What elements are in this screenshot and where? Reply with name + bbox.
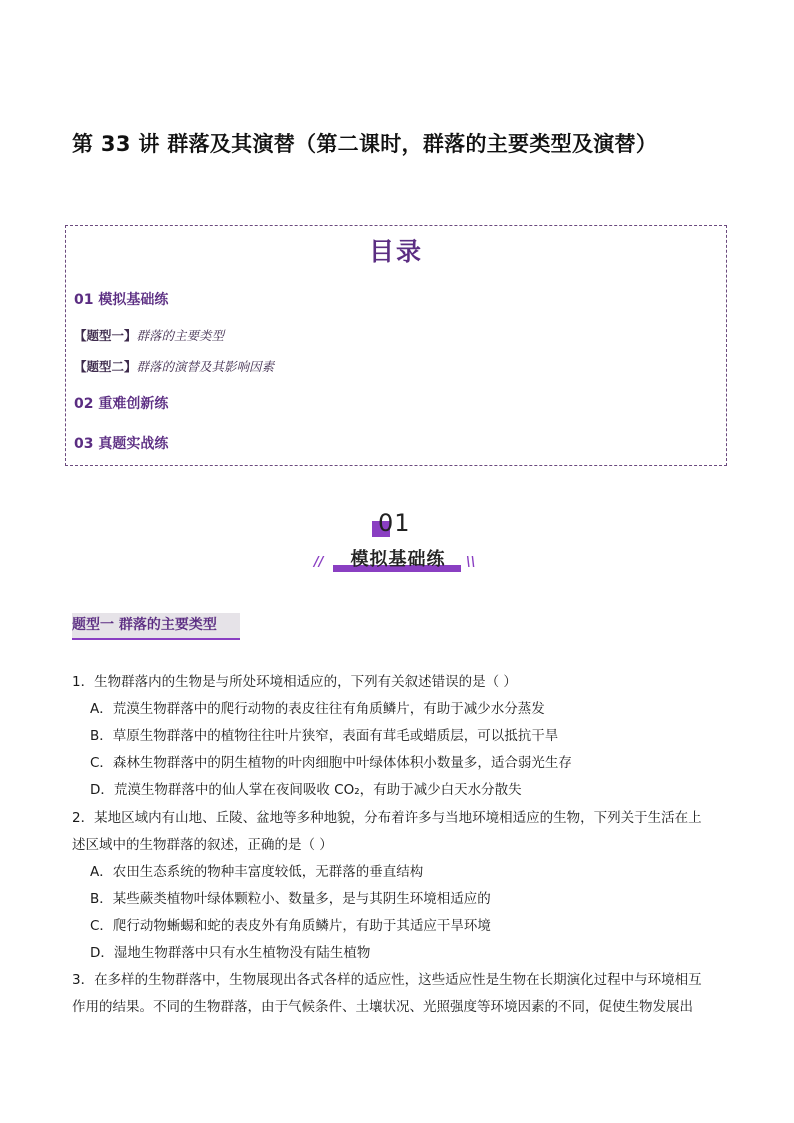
- toc-subitem-text: 群落的演替及其影响因素: [136, 359, 275, 374]
- question-1-option-c: C．森林生物群落中的阴生植物的叶肉细胞中叶绿体体积小数量多，适合弱光生存: [90, 755, 572, 771]
- toc-subitem-bracket: 【题型一】: [74, 328, 137, 343]
- question-1-option-b: B．草原生物群落中的植物往往叶片狭窄，表面有茸毛或蜡质层，可以抵抗干旱: [90, 728, 559, 744]
- left-slash-decoration: //: [314, 555, 324, 570]
- question-type-heading: 题型一 群落的主要类型: [72, 613, 240, 640]
- toc-subitem-1[interactable]: [74, 326, 224, 344]
- question-1-stem: 1．生物群落内的生物是与所处环境相适应的，下列有关叙述错误的是（ ）: [72, 674, 517, 690]
- toc-section-3[interactable]: 03 真题实战练: [74, 436, 169, 452]
- section-name: 模拟基础练: [350, 549, 446, 570]
- toc-subitem-text: 群落的主要类型: [136, 328, 225, 343]
- question-2-option-d: D．湿地生物群落中只有水生植物没有陆生植物: [90, 945, 371, 961]
- question-2-stem-line-2: 述区域中的生物群落的叙述，正确的是（ ）: [72, 837, 333, 853]
- question-1-option-a: A．荒漠生物群落中的爬行动物的表皮往往有角质鳞片，有助于减少水分蒸发: [90, 701, 545, 717]
- question-2-option-b: B．某些蕨类植物叶绿体颗粒小、数量多，是与其阴生环境相适应的: [90, 891, 491, 907]
- question-3-stem-line-1: 3．在多样的生物群落中，生物展现出各式各样的适应性，这些适应性是生物在长期演化过程中与环境相互: [72, 972, 702, 988]
- question-3-stem-line-2: 作用的结果。不同的生物群落，由于气候条件、土壤状况、光照强度等环境因素的不同，促使生物发展出: [72, 999, 693, 1015]
- toc-section-2[interactable]: 02 重难创新练: [74, 396, 169, 412]
- toc-subitem-2[interactable]: [74, 357, 274, 375]
- question-2-option-a: A．农田生态系统的物种丰富度较低，无群落的垂直结构: [90, 864, 424, 880]
- question-2-option-c: C．爬行动物蜥蜴和蛇的表皮外有角质鳞片，有助于其适应干旱环境: [90, 918, 491, 934]
- toc-heading: 目录: [368, 237, 423, 266]
- toc-subitem-bracket: 【题型二】: [74, 359, 137, 374]
- question-1-option-d: D．荒漠生物群落中的仙人掌在夜间吸收 CO₂，有助于减少白天水分散失: [90, 782, 522, 798]
- toc-section-1[interactable]: 01 模拟基础练: [74, 292, 169, 308]
- page-title: 第 33 讲 群落及其演替（第二课时，群落的主要类型及演替）: [72, 132, 658, 156]
- table-of-contents: [65, 225, 727, 466]
- section-number: 01: [378, 509, 411, 537]
- right-slash-decoration: \\: [466, 555, 476, 570]
- question-2-stem-line-1: 2．某地区域内有山地、丘陵、盆地等多种地貌，分布着许多与当地环境相适应的生物，下列关于生活在上: [72, 810, 702, 826]
- section-banner: [310, 505, 485, 575]
